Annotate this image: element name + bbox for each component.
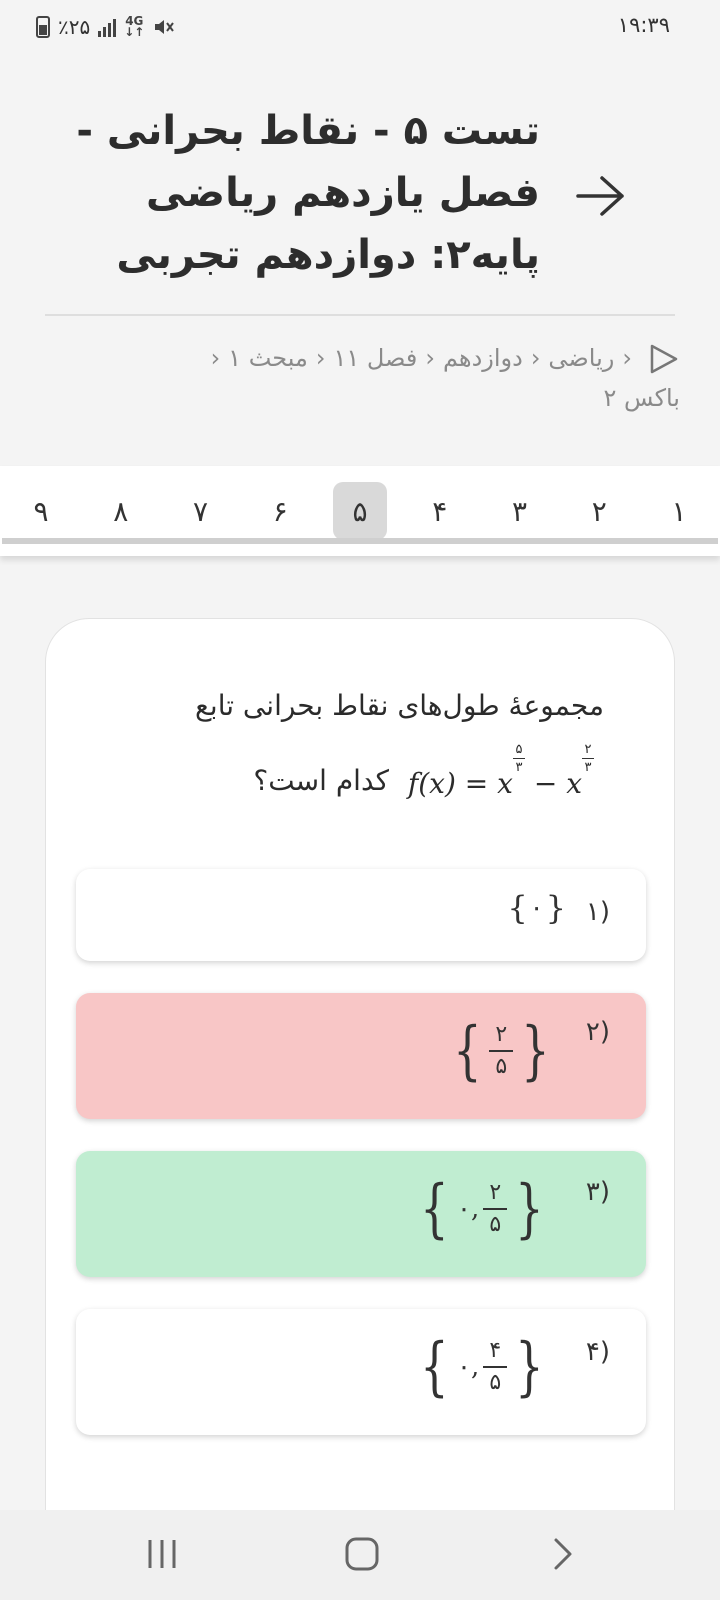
page-header bbox=[50, 100, 630, 280]
tabs-row bbox=[14, 482, 706, 540]
page-title: تست ۵ - نقاط بحرانی - فصل یازدهم ریاضی پایه۲: دوازدهم تجربی bbox=[76, 108, 540, 278]
tab-question-6[interactable]: ۶ bbox=[272, 494, 288, 528]
option-value: { ۰, $\frac{۴}{۵}$ } bbox=[420, 1330, 544, 1404]
breadcrumb-chevron-icon: ‹ bbox=[425, 344, 435, 372]
status-bar bbox=[0, 0, 720, 52]
home-icon[interactable] bbox=[342, 1534, 382, 1574]
system-nav-bar bbox=[0, 1510, 720, 1600]
option-number: (۱ bbox=[585, 897, 610, 927]
question-prefix: مجموعهٔ طول‌های نقاط بحرانی تابع bbox=[195, 689, 604, 722]
tab-question-7[interactable]: ۷ bbox=[192, 494, 209, 528]
breadcrumb-item[interactable]: فصل ۱۱ bbox=[333, 344, 418, 372]
header-divider bbox=[45, 314, 675, 316]
tab-question-8[interactable]: ۸ bbox=[113, 494, 129, 528]
option-value: { $\frac{۲}{۵}$ } bbox=[452, 1014, 550, 1088]
mute-icon bbox=[152, 15, 176, 39]
breadcrumb-item[interactable]: دوازدهم bbox=[442, 344, 523, 372]
option-2[interactable] bbox=[76, 993, 646, 1119]
breadcrumb-item[interactable]: مبحث ۱ bbox=[228, 344, 308, 372]
tabs-scrollbar[interactable] bbox=[2, 538, 718, 544]
option-1[interactable] bbox=[76, 869, 646, 961]
clock: ۱۹:۳۹ bbox=[617, 13, 670, 37]
breadcrumb-item[interactable]: باکس ۲ bbox=[603, 384, 680, 412]
tab-question-2[interactable]: ۲ bbox=[591, 494, 607, 528]
question-formula: $f(x) = x^{۵ ۳} - x^{۲ ۳}$ bbox=[408, 743, 594, 821]
option-number: (۳ bbox=[585, 1177, 610, 1207]
network-label: 4G ↓↑ bbox=[124, 14, 145, 39]
option-value: { ۰ } bbox=[507, 889, 566, 927]
question-card bbox=[45, 618, 675, 1600]
tab-question-4[interactable]: ۴ bbox=[432, 494, 448, 528]
signal-icon bbox=[98, 17, 116, 37]
status-icons bbox=[36, 14, 176, 40]
breadcrumb-chevron-icon: ‹ bbox=[315, 344, 326, 372]
option-value: { ۰, $\frac{۲}{۵}$ } bbox=[420, 1172, 544, 1246]
breadcrumb-item[interactable]: ریاضی bbox=[548, 344, 615, 372]
tab-question-1[interactable]: ۱ bbox=[671, 494, 687, 528]
option-number: (۴ bbox=[585, 1337, 610, 1367]
option-4[interactable] bbox=[76, 1309, 646, 1435]
battery-icon bbox=[36, 16, 50, 38]
tab-question-9[interactable]: ۹ bbox=[33, 494, 49, 528]
option-number: (۲ bbox=[585, 1017, 610, 1047]
breadcrumb-chevron-icon: ‹ bbox=[622, 344, 632, 372]
breadcrumb bbox=[80, 338, 680, 418]
recent-apps-icon[interactable] bbox=[142, 1534, 182, 1574]
option-3[interactable] bbox=[76, 1151, 646, 1277]
battery-level: ٪۲۵ bbox=[58, 15, 91, 39]
question-text bbox=[104, 669, 604, 821]
question-suffix: کدام است؟ bbox=[253, 764, 389, 797]
question-tabs bbox=[0, 466, 720, 556]
breadcrumb-chevron-icon: ‹ bbox=[530, 344, 541, 372]
back-icon[interactable] bbox=[542, 1534, 582, 1574]
play-icon[interactable] bbox=[646, 342, 680, 376]
tab-question-5[interactable]: ۵ bbox=[333, 482, 387, 540]
tab-question-3[interactable]: ۳ bbox=[511, 494, 528, 528]
breadcrumb-chevron-icon: ‹ bbox=[210, 344, 221, 372]
back-arrow-icon[interactable] bbox=[574, 172, 630, 220]
